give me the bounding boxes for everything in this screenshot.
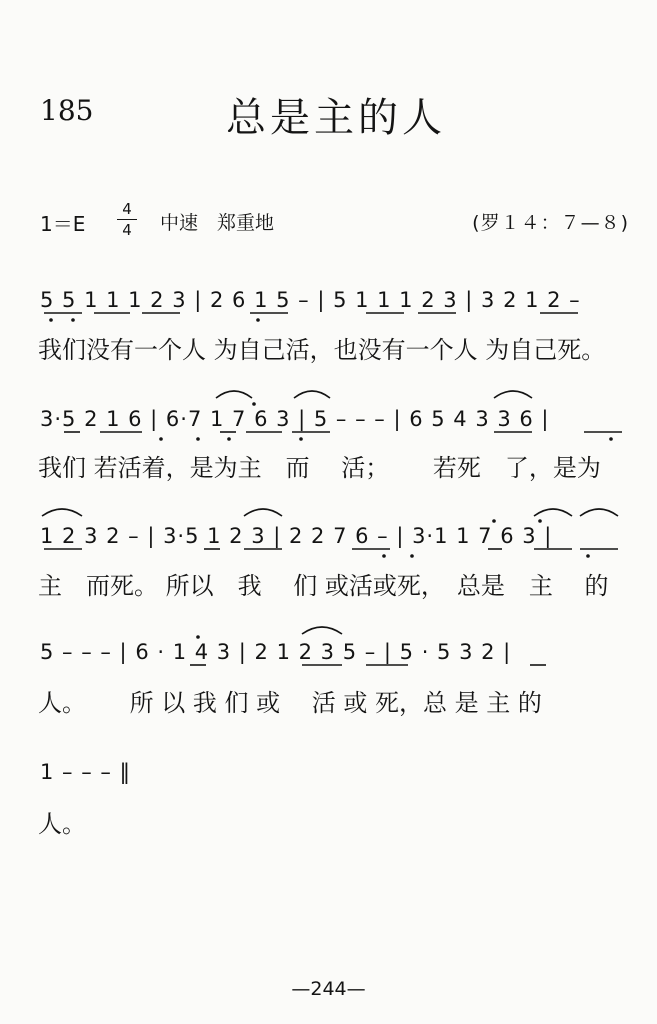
scripture-reference: (罗１４：７—８) bbox=[472, 212, 629, 234]
octave-dot bbox=[382, 554, 386, 558]
hymn-title: 总是主的人 bbox=[226, 95, 446, 141]
notation-line: 1 – – – ‖ bbox=[40, 760, 132, 784]
tie-arc bbox=[302, 627, 342, 634]
octave-dot bbox=[586, 554, 590, 558]
tie-arc bbox=[244, 509, 282, 516]
octave-dot bbox=[256, 318, 260, 322]
octave-dot bbox=[299, 437, 303, 441]
lyric-line: 人。 bbox=[38, 810, 86, 838]
key-signature: 1＝E bbox=[40, 212, 86, 236]
tie-arc bbox=[216, 391, 252, 398]
octave-dot bbox=[71, 318, 75, 322]
lyric-line: 我们没有一个人 为自己活，也没有一个人 为自己死。 bbox=[38, 336, 606, 364]
notation-line: 5 – – – | 6 · 1 4 3 | 2 1 2 3 5 – | 5 · 5 3 2 | bbox=[40, 640, 512, 664]
time-signature-divider bbox=[117, 219, 137, 220]
time-signature-top: 4 bbox=[122, 200, 132, 218]
octave-dot bbox=[492, 519, 496, 523]
octave-dot bbox=[538, 519, 542, 523]
octave-dot bbox=[410, 554, 414, 558]
octave-dot bbox=[227, 437, 231, 441]
tie-arc bbox=[534, 509, 572, 516]
notation-line: 5 5 1 1 1 2 3 | 2 6 1 5 – | 5 1 1 1 2 3 | 3 2 1 2 – bbox=[40, 288, 581, 312]
tie-arc bbox=[294, 391, 330, 398]
octave-dot bbox=[49, 318, 53, 322]
lyric-line: 人。 所 以 我 们 或 活 或 死，总 是 主 的 bbox=[38, 689, 542, 717]
time-signature-bottom: 4 bbox=[122, 221, 132, 239]
octave-dot bbox=[159, 437, 163, 441]
octave-dot bbox=[252, 402, 256, 406]
octave-dot bbox=[609, 437, 613, 441]
tie-arc bbox=[580, 509, 618, 516]
page-number: —244— bbox=[291, 978, 366, 1000]
octave-dot bbox=[196, 437, 200, 441]
tie-arc bbox=[494, 391, 532, 398]
notation-line: 1 2 3 2 – | 3·5 1 2 3 | 2 2 7 6 – | 3·1 1 7 6 3 | bbox=[40, 524, 553, 548]
lyric-line: 主 而死。 所以 我 们 或活或死， 总是 主 的 bbox=[38, 572, 609, 600]
octave-dot bbox=[196, 635, 200, 639]
notation-line: 3·5 2 1 6 | 6·7 1 7 6 3 | 5 – – – | 6 5 4 3 3 6 | bbox=[40, 407, 550, 431]
hymn-number: 185 bbox=[40, 94, 94, 127]
time-signature bbox=[117, 200, 137, 239]
tempo-marking: 中速 郑重地 bbox=[160, 212, 275, 234]
lyric-line: 我们 若活着，是为主 而 活； 若死 了，是为 bbox=[38, 454, 601, 482]
tie-arc bbox=[42, 509, 82, 516]
